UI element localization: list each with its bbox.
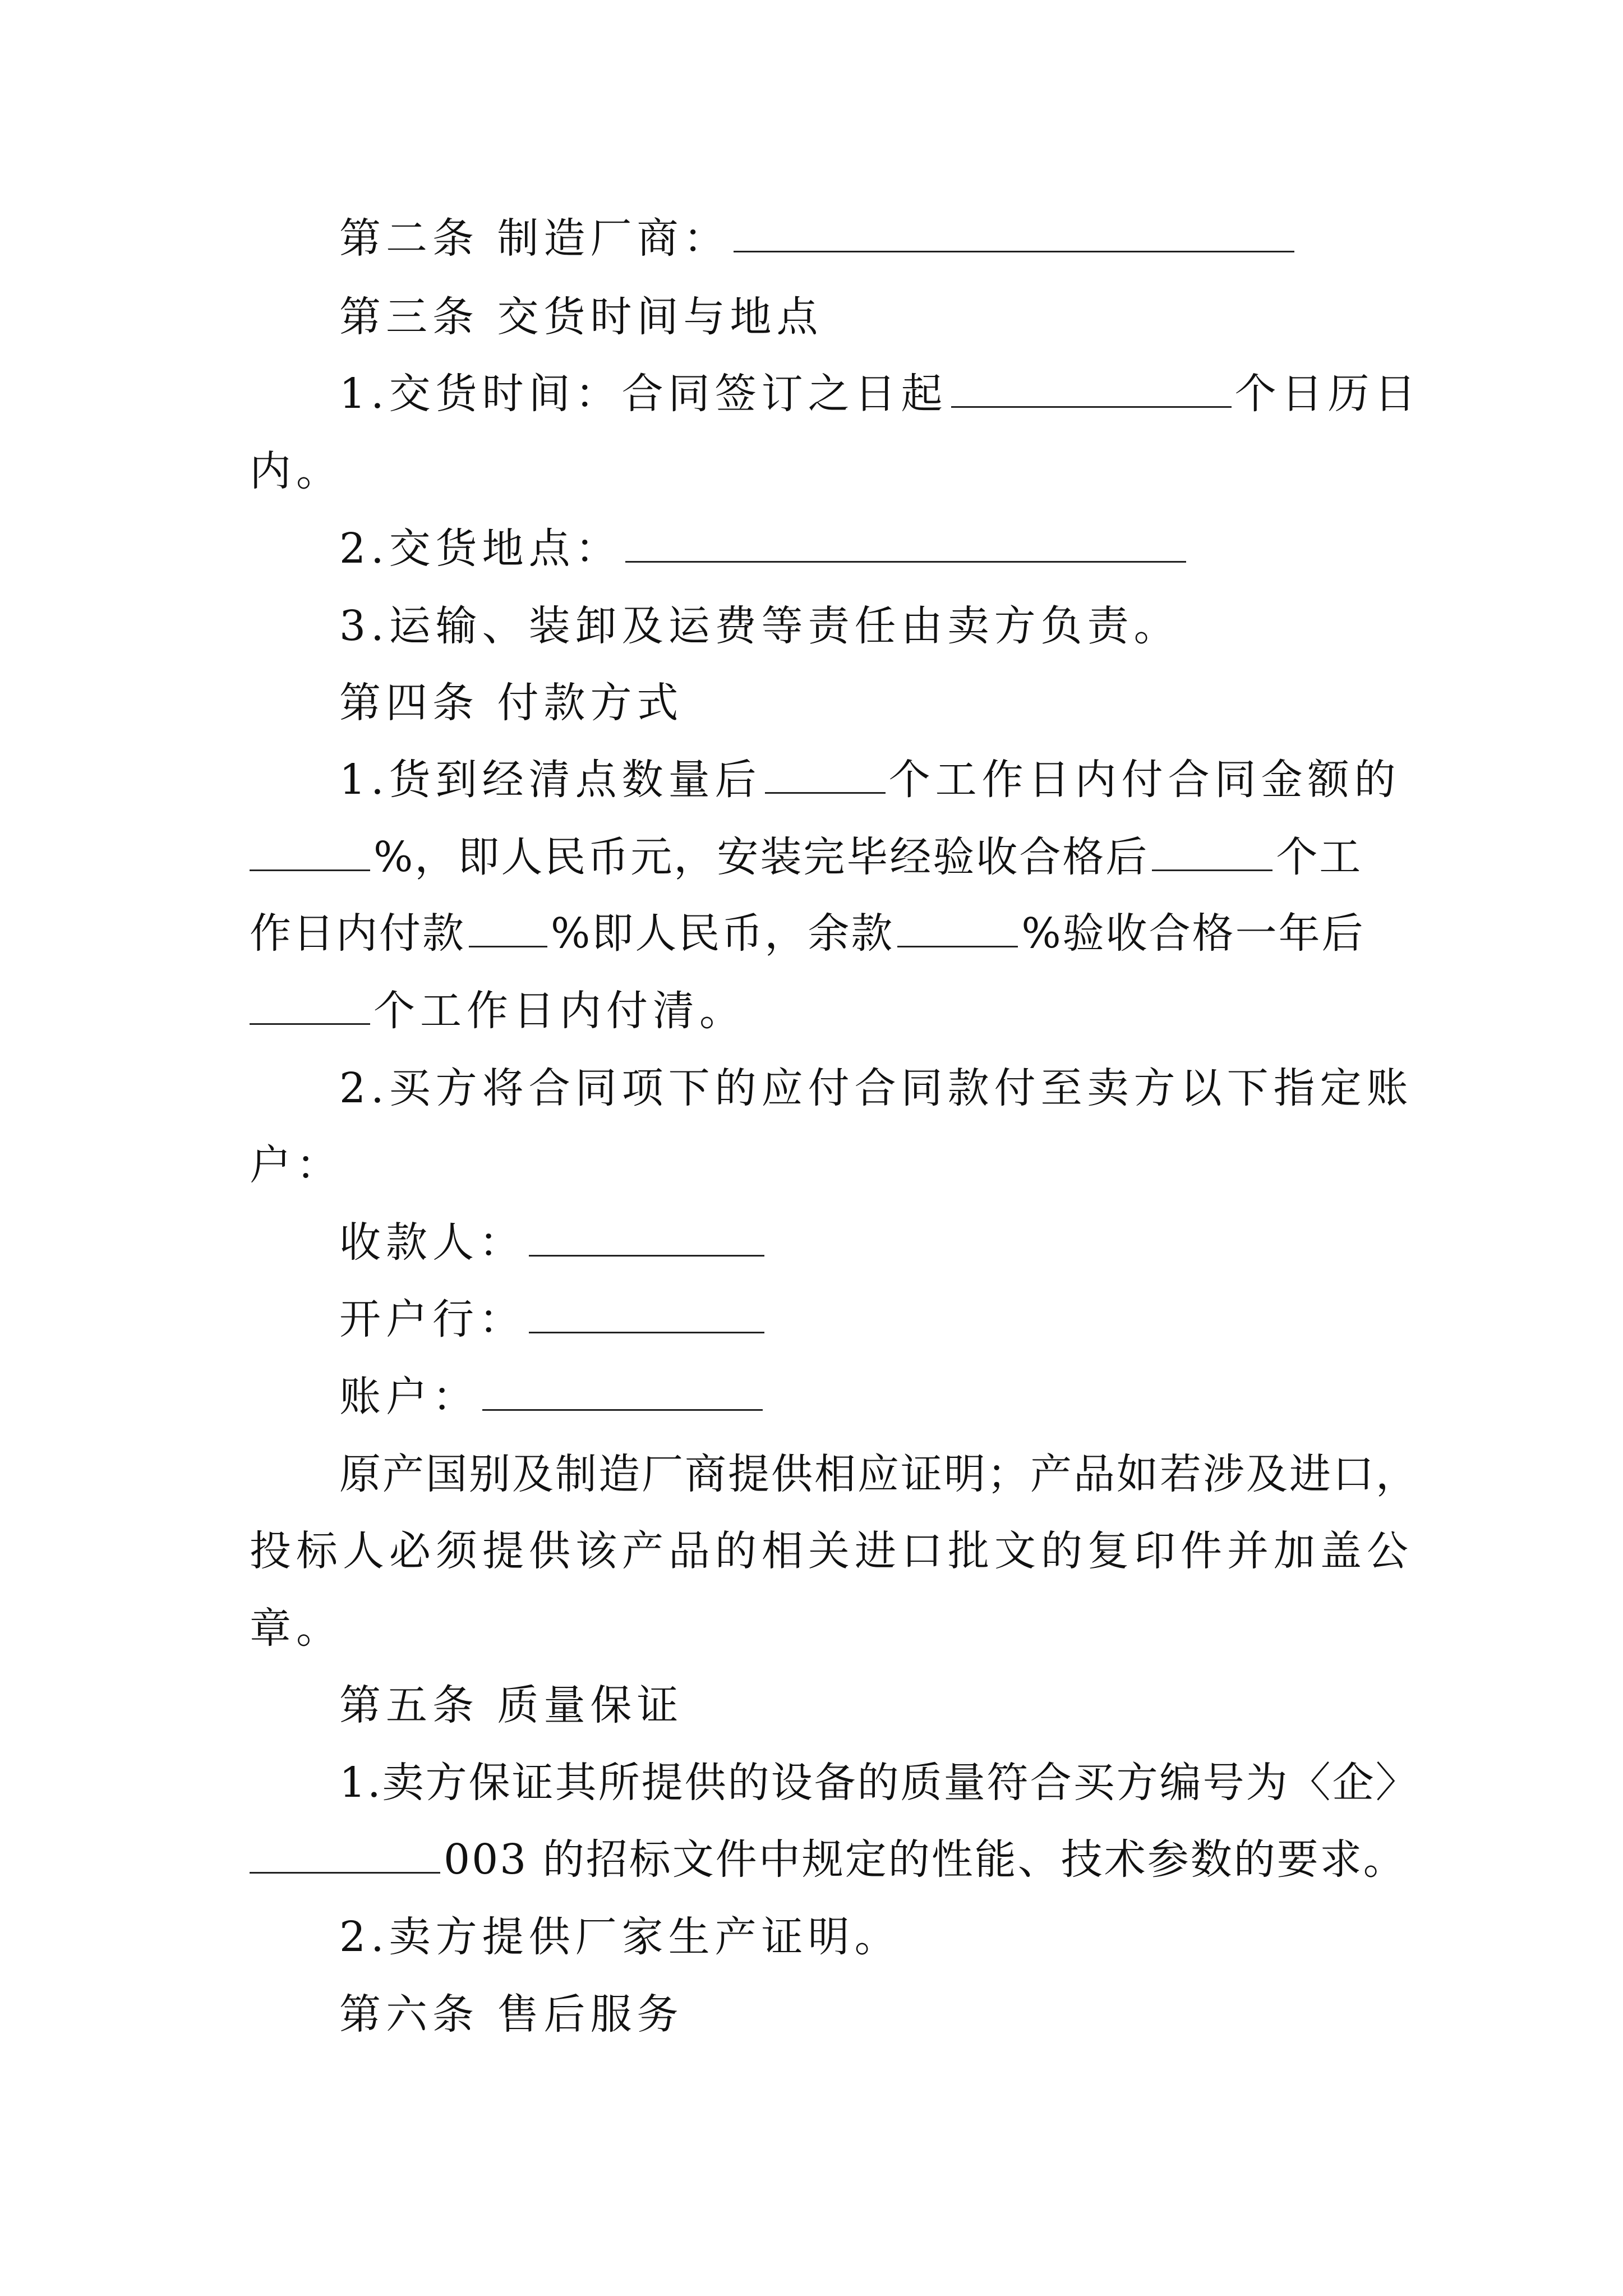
line-text: %，即人民币元，安装完毕经验收合格后 [374, 833, 1149, 881]
article-5-heading [0, 1672, 1623, 1739]
payment-line-1 [0, 746, 1623, 813]
line-text: %验收合格一年后 [1021, 909, 1365, 958]
line-text: 2.卖方提供厂家生产证明。 [339, 1913, 901, 1961]
delivery-days-blank [951, 367, 1232, 408]
line-text: 2.交货地点： [339, 524, 622, 573]
quality-line-3 [0, 1903, 1623, 1971]
install-days-blank [1152, 830, 1272, 871]
line-text: 第四条 付款方式 [339, 679, 684, 727]
quality-line-2 [0, 1826, 1623, 1893]
delivery-place-line [0, 515, 1623, 582]
line-text: 原产国别及制造厂商提供相应证明；产品如若涉及进口， [339, 1450, 1419, 1498]
balance-percent-blank [897, 907, 1018, 947]
article-4-heading [0, 669, 1623, 737]
line-text: 1.卖方保证其所提供的设备的质量符合买方编号为〈企〉 [339, 1759, 1419, 1807]
payment-days-blank [765, 753, 886, 794]
line-text: 2.买方将合同项下的应付合同款付至卖方以下指定账 [339, 1064, 1413, 1112]
line-text: 1.货到经清点数量后 [339, 756, 762, 804]
payment-line-4 [0, 977, 1623, 1045]
bank-blank [529, 1292, 764, 1333]
payment-percent-blank [250, 830, 370, 871]
article-2-manufacturer [0, 205, 1623, 272]
delivery-time-line-cont [0, 438, 1623, 505]
delivery-time-line [0, 360, 1623, 427]
line-text: 第二条 制造厂商： [339, 214, 730, 263]
tender-number-blank [250, 1833, 440, 1874]
transport-line [0, 592, 1623, 660]
payee-line [0, 1209, 1623, 1276]
second-percent-blank [469, 907, 547, 947]
quality-line-1 [0, 1749, 1623, 1816]
line-text: 章。 [250, 1604, 343, 1653]
article-6-heading [0, 1981, 1623, 2048]
account-blank [482, 1370, 763, 1411]
payee-blank [529, 1216, 764, 1257]
line-text: 作日内付款 [250, 909, 465, 958]
line-text: 个工作日内付清。 [374, 987, 746, 1035]
line-text: 003 的招标文件中规定的性能、技术参数的要求。 [444, 1835, 1407, 1884]
account-line [0, 1363, 1623, 1430]
line-text: 第三条 交货时间与地点 [339, 293, 823, 341]
line-text: 个工 [1276, 833, 1363, 881]
line-text: 第六条 售后服务 [339, 1990, 684, 2039]
origin-line-3 [0, 1595, 1623, 1662]
account-instruction-line [0, 1055, 1623, 1122]
line-text: 收款人： [339, 1218, 525, 1267]
line-text: 个日历日 [1234, 370, 1421, 418]
delivery-place-blank [625, 522, 1186, 563]
account-instruction-line-cont [0, 1131, 1623, 1199]
manufacturer-blank [734, 211, 1294, 252]
payment-line-3 [0, 900, 1623, 967]
line-text: %即人民币，余款 [551, 909, 895, 958]
final-days-blank [250, 984, 370, 1025]
line-text: 账户： [339, 1373, 479, 1421]
line-text: 开户行： [339, 1295, 525, 1343]
line-text: 个工作日内付合同金额的 [888, 756, 1401, 804]
line-text: 内。 [250, 447, 343, 495]
payment-line-2 [0, 823, 1623, 891]
line-text: 投标人必须提供该产品的相关进口批文的复印件并加盖公 [250, 1527, 1413, 1575]
origin-line-1 [0, 1441, 1623, 1508]
origin-line-2 [0, 1517, 1623, 1585]
line-text: 户： [250, 1141, 343, 1189]
line-text: 第五条 质量保证 [339, 1681, 684, 1729]
line-text: 3.运输、装卸及运费等责任由卖方负责。 [339, 602, 1181, 650]
line-text: 1.交货时间：合同签订之日起 [339, 370, 948, 418]
article-3-heading [0, 283, 1623, 351]
bank-line [0, 1286, 1623, 1353]
